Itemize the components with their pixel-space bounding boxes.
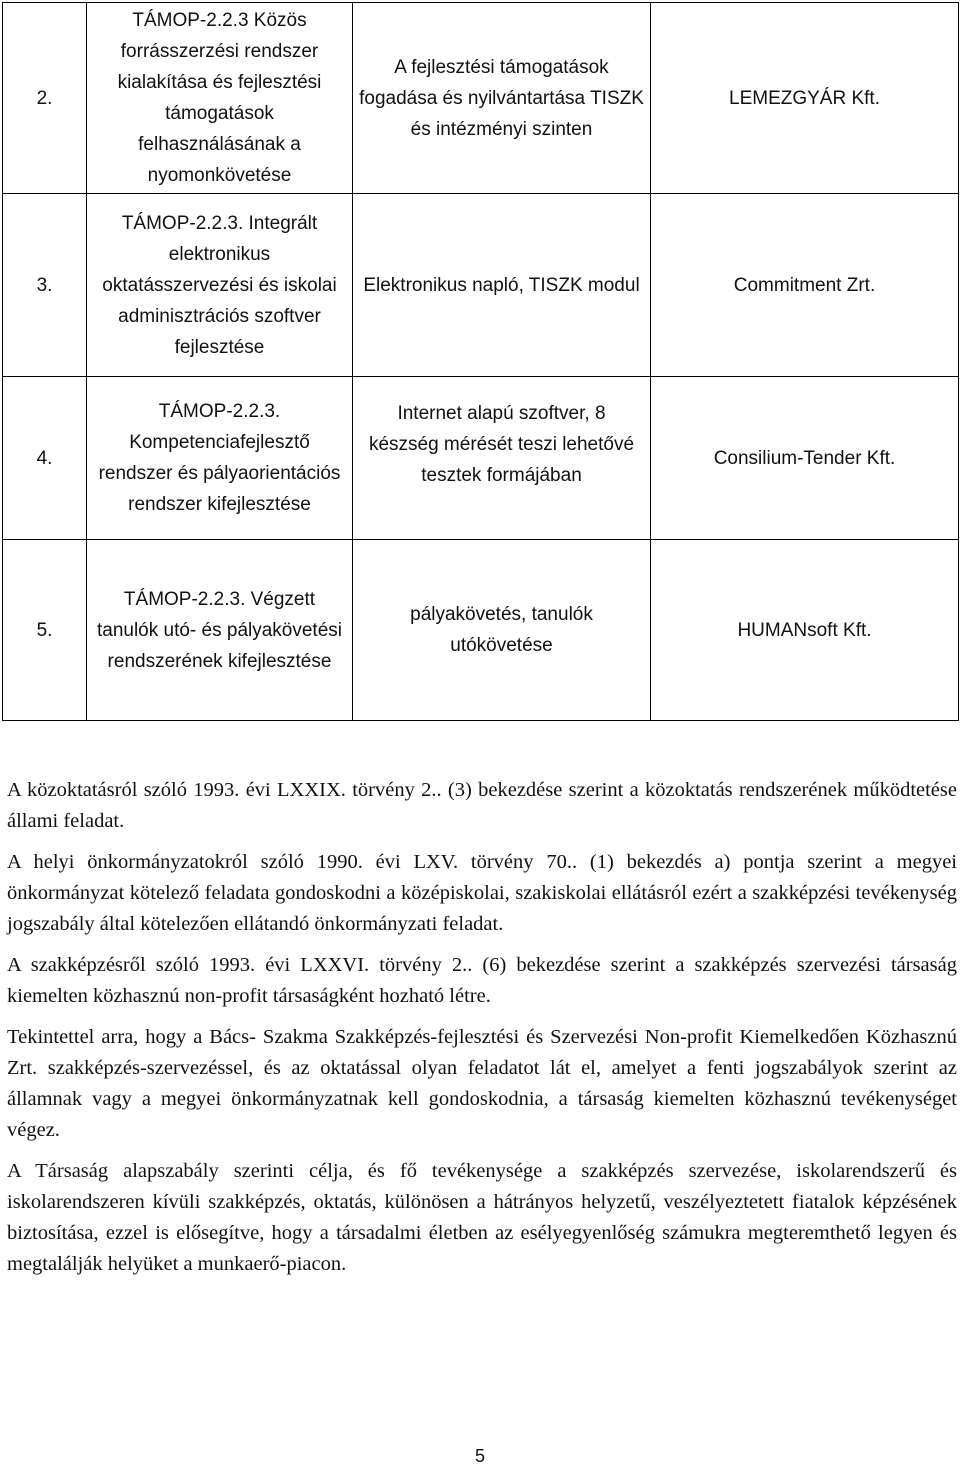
company-cell (651, 377, 959, 540)
project-title-line: felhasználásának a (138, 134, 301, 155)
description-line: A fejlesztési támogatások (394, 56, 609, 78)
paragraph: A szakképzésről szóló 1993. évi LXXVI. törvény 2.. (6) bekezdése szerint a szakképzés szervezési társaság kiemelten közhasznú non-profit társaságként hozható létre. (7, 954, 957, 1007)
project-title-line: rendszer kifejlesztése (128, 494, 311, 515)
project-title-line: forrásszerzési rendszer (120, 41, 319, 62)
description-cell (353, 194, 651, 377)
project-title-line: TÁMOP-2.2.3. Integrált (121, 212, 318, 234)
row-number: 2. (3, 3, 87, 194)
project-title-line: támogatások (165, 103, 274, 124)
paragraph: A közoktatásról szóló 1993. évi LXXIX. törvény 2.. (3) bekezdése szerint a közoktatás rendszerének működtetése állami feladat. (7, 779, 957, 832)
company-name: Consilium-Tender Kft. (713, 447, 896, 469)
description-line: tesztek formájában (421, 464, 582, 486)
project-title-line: TÁMOP-2.2.3. Végzett (123, 588, 316, 610)
table-row (3, 377, 959, 540)
project-title-line: TÁMOP-2.2.3 Közös (132, 10, 307, 31)
description-cell (353, 540, 651, 721)
row-number: 4. (3, 377, 87, 540)
project-title-line: adminisztrációs szoftver (118, 305, 321, 327)
paragraph: A Társaság alapszabály szerinti célja, és fő tevékenysége a szakképzés szervezése, iskolarendszerű és iskolarendszeren kívüli szakképzés, oktatás, különösen a hátrányos helyzetű, veszélyeztetett fiatalok képzésének biztosítása, ezzel is elősegítve, hogy a társadalmi életben az esélyegyenlőség számukra megteremthető legyen és megtalálják helyüket a munkaerő-piacon. (7, 1160, 957, 1275)
company-cell (651, 194, 959, 377)
project-title-line: tanulók utó- és pályakövetési (96, 619, 343, 641)
table-row (3, 194, 959, 377)
company-name: Commitment Zrt. (733, 274, 876, 296)
description-line: fogadása és nyilvántartása TISZK (359, 87, 644, 109)
company-cell (651, 3, 959, 194)
table-row (3, 540, 959, 721)
project-title-line: TÁMOP-2.2.3. (158, 401, 281, 422)
description-line: pályakövetés, tanulók (410, 604, 593, 625)
project-title-line: rendszer és pályaorientációs (98, 463, 341, 484)
row-number: 5. (3, 540, 87, 721)
body-text (7, 775, 957, 1290)
project-title-line: kialakítása és fejlesztési (117, 72, 322, 93)
company-name: LEMEZGYÁR Kft. (729, 87, 880, 109)
project-title-line: elektronikus (168, 243, 271, 265)
row-number: 3. (3, 194, 87, 377)
project-title-line: Kompetenciafejlesztő (129, 432, 310, 453)
description-cell (353, 377, 651, 540)
project-title-line: rendszerének kifejlesztése (107, 650, 332, 672)
description-line: utókövetése (450, 635, 553, 656)
description-line: Internet alapú szoftver, 8 (397, 402, 606, 424)
projects-table (2, 2, 959, 721)
company-name: HUMANsoft Kft. (737, 619, 872, 641)
description-line: készség mérését teszi lehetővé (368, 433, 635, 455)
description-line: és intézményi szinten (410, 118, 593, 140)
project-title-line: nyomonkövetése (147, 165, 292, 186)
description-cell (353, 3, 651, 194)
table-row (3, 3, 959, 194)
project-title-cell (87, 540, 353, 721)
paragraph: Tekintettel arra, hogy a Bács- Szakma Szakképzés-fejlesztési és Szervezési Non-profit Kiemelkedően Közhasznú Zrt. szakképzés-szervezéssel, és az oktatással olyan feladatot lát el, amelyet a fenti jogszabályok szerint az államnak vagy a megyei önkormányzatnak kell gondoskodnia, a társaság kiemelten közhasznú tevékenységet végez. (7, 1026, 957, 1141)
page-number: 5 (474, 1446, 485, 1466)
project-title-cell (87, 377, 353, 540)
project-title-line: fejlesztése (174, 336, 265, 358)
paragraph: A helyi önkormányzatokról szóló 1990. évi LXV. törvény 70.. (1) bekezdés a) pontja szerint a megyei önkormányzat kötelező feladata gondoskodni a középiskolai, szakiskolai ellátásról ezért a szakképzési tevékenység jogszabály által kötelezően ellátandó önkormányzati feladat. (7, 851, 957, 935)
project-title-cell (87, 3, 353, 194)
project-title-line: oktatásszervezési és iskolai (102, 274, 337, 296)
project-title-cell (87, 194, 353, 377)
description-line: Elektronikus napló, TISZK modul (363, 274, 640, 296)
company-cell (651, 540, 959, 721)
